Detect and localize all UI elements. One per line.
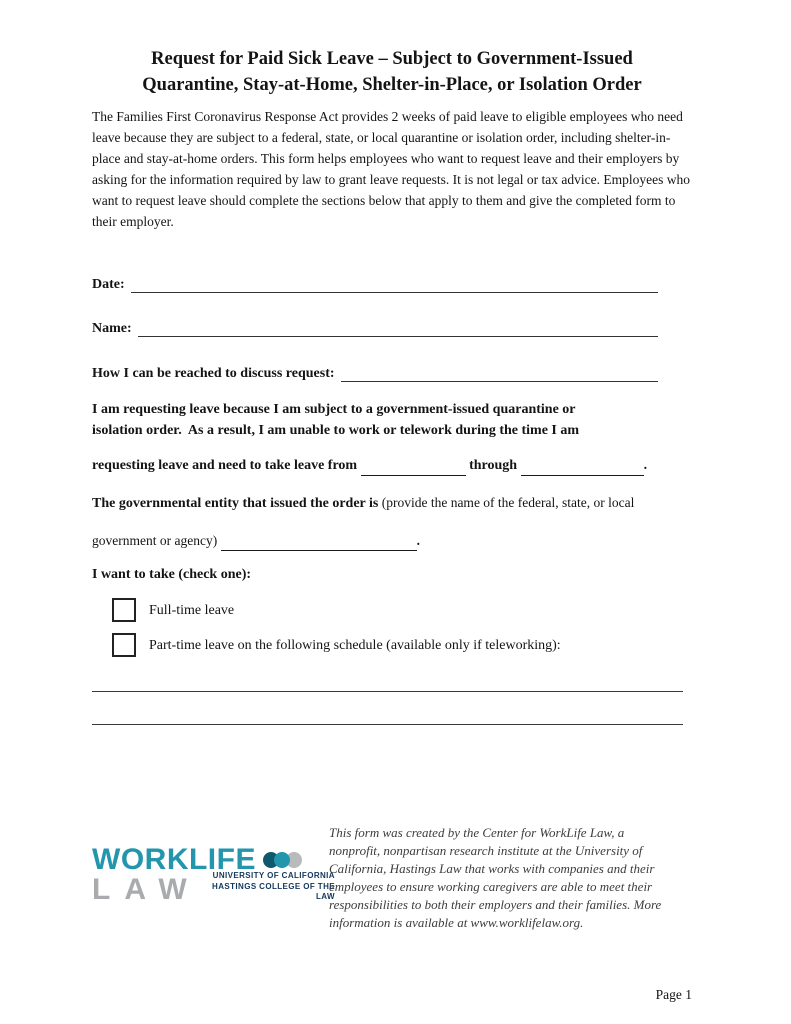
date-label: Date: [92, 277, 125, 292]
part-time-option-row [112, 633, 692, 657]
name-input-line[interactable] [138, 318, 658, 337]
name-field-row [92, 316, 658, 337]
full-time-label: Full-time leave [149, 602, 235, 618]
request-statement [92, 399, 692, 441]
form-title-line2: Quarantine, Stay-at-Home, Shelter-in-Place, or Isolation Order [142, 75, 642, 95]
contact-input-line[interactable] [341, 363, 658, 382]
full-time-option-row [112, 598, 692, 622]
logo-university-text [203, 871, 335, 905]
contact-field-row [92, 361, 658, 382]
logo-university-line1: UNIVERSITY OF CALIFORNIA [212, 871, 335, 880]
entity-input-line[interactable] [221, 534, 417, 551]
footer [92, 824, 692, 932]
entity-bold-lead: The governmental entity that issued the order is [92, 496, 379, 511]
logo-dot-teal-icon [274, 852, 290, 868]
leave-from-input-line[interactable] [361, 459, 466, 476]
footer-note: This form was created by the Center for WorkLife Law, a nonprofit, nonpartisan research institute at the University of California, Hastings Law that works with companies and their employees to ensure working caregivers are able to meet their responsibilities to both their employers and their families. More information is available at www.worklifelaw.org. [329, 825, 662, 930]
part-time-checkbox[interactable] [112, 633, 136, 657]
leave-type-prompt: I want to take (check one): [92, 567, 252, 582]
request-statement-line2: isolation order. As a result, I am unable to work or telework during the time I am [92, 423, 580, 438]
entity-line2-period: . [416, 533, 420, 548]
full-time-checkbox[interactable] [112, 598, 136, 622]
logo-law-text: LAW [92, 872, 201, 906]
form-title-line1: Request for Paid Sick Leave – Subject to Government-Issued [151, 49, 633, 69]
logo-row-bottom [92, 871, 335, 905]
entity-normal-tail: (provide the name of the federal, state, or local [378, 495, 635, 510]
logo-university-line2: HASTINGS COLLEGE OF THE LAW [212, 881, 335, 901]
entity-sentence-line1 [92, 492, 692, 514]
page-number: Page 1 [655, 987, 692, 1002]
entity-sentence-line2 [92, 530, 692, 551]
form-title [92, 46, 692, 98]
logo-worklife-text: WORKLIFE [92, 843, 256, 876]
name-label: Name: [92, 321, 132, 336]
schedule-input-line-1[interactable] [92, 691, 683, 692]
part-time-label: Part-time leave on the following schedule (available only if teleworking): [149, 637, 561, 653]
leave-through-label: through [465, 458, 521, 473]
contact-label: How I can be reached to discuss request: [92, 366, 335, 381]
schedule-input-line-2[interactable] [92, 724, 683, 725]
leave-through-input-line[interactable] [521, 459, 644, 476]
leave-dates-period: . [643, 458, 648, 473]
logo-dots-icon [263, 852, 302, 868]
leave-dates-row [92, 455, 692, 476]
entity-line2-label: government or agency) [92, 533, 221, 548]
request-statement-line1: I am requesting leave because I am subject to a government-issued quarantine or [92, 402, 576, 417]
leave-from-label: requesting leave and need to take leave from [92, 458, 361, 473]
date-field-row [92, 272, 658, 293]
worklife-law-logo [92, 845, 335, 905]
date-input-line[interactable] [131, 274, 658, 293]
intro-paragraph: The Families First Coronavirus Response Act provides 2 weeks of paid leave to eligible employees who need leave because they are subject to a federal, state, or local quarantine or isolation order, including shelter-in-place and stay-at-home orders. This form helps employees who want to request leave and their employers by asking for the information required by law to grant leave requests. It is not legal or tax advice. Employees who want to request leave should complete the sections below that apply to them and give the completed form to their employer. [92, 109, 690, 229]
